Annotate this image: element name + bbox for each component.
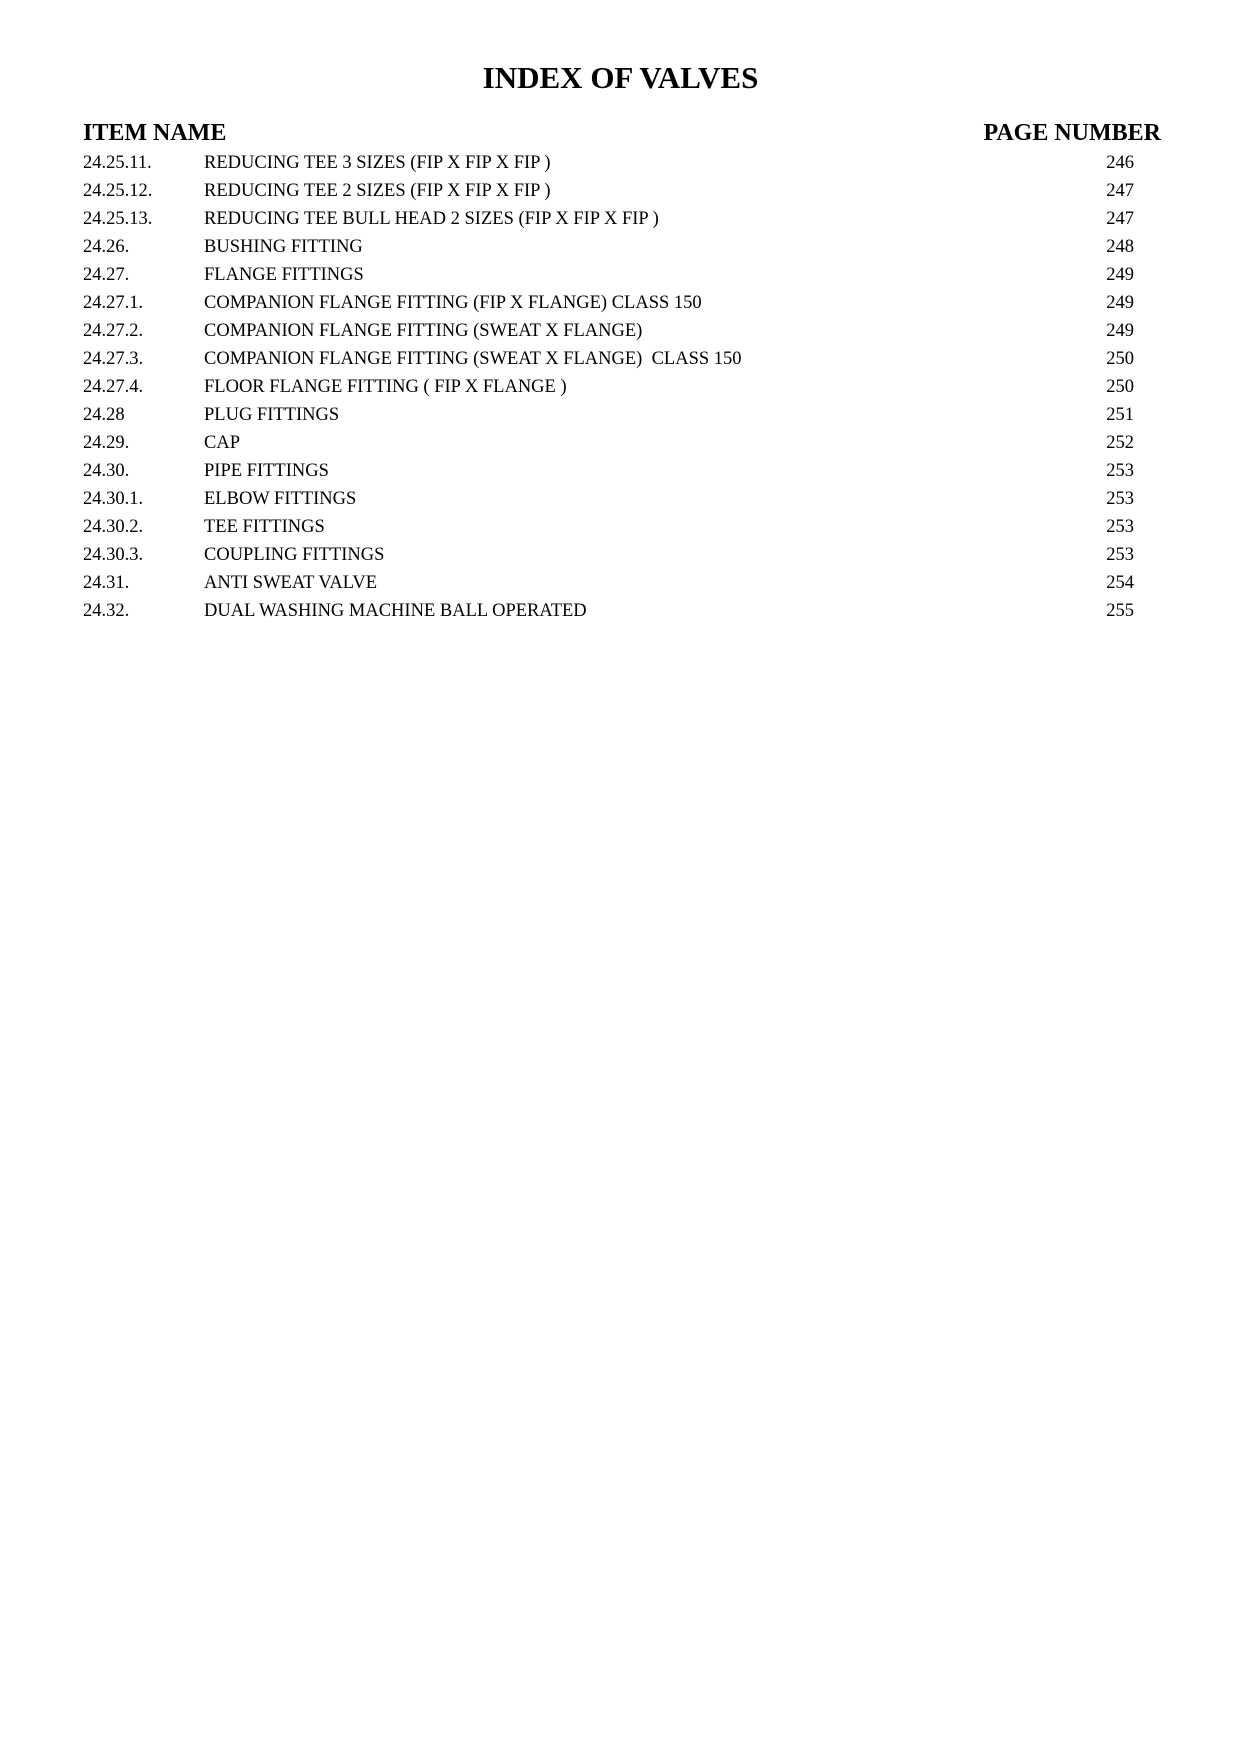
entry-number: 24.30.1. — [83, 489, 144, 509]
entry-name: FLOOR FLANGE FITTING ( FIP X FLANGE ) — [204, 377, 567, 397]
entry-name: CAP — [204, 433, 240, 453]
entry-name: DUAL WASHING MACHINE BALL OPERATED — [204, 601, 587, 621]
entry-name: FLANGE FITTINGS — [204, 265, 364, 285]
index-entry — [83, 205, 1161, 233]
entry-page: 251 — [1106, 405, 1134, 425]
entry-name: COMPANION FLANGE FITTING (SWEAT X FLANGE) — [204, 321, 643, 341]
index-entries — [83, 149, 1161, 625]
entry-number: 24.30.3. — [83, 545, 144, 565]
index-entry — [83, 317, 1161, 345]
entry-page: 247 — [1106, 209, 1134, 229]
entry-number: 24.30.2. — [83, 517, 144, 537]
entry-page: 249 — [1106, 265, 1134, 285]
index-entry — [83, 457, 1161, 485]
entry-number: 24.29. — [83, 433, 130, 453]
entry-name: REDUCING TEE 3 SIZES (FIP X FIP X FIP ) — [204, 153, 551, 173]
entry-number: 24.27.3. — [83, 349, 144, 369]
entry-number: 24.32. — [83, 601, 130, 621]
entry-name: BUSHING FITTING — [204, 237, 363, 257]
column-headers — [83, 117, 1161, 149]
index-entry — [83, 233, 1161, 261]
entry-page: 250 — [1106, 349, 1134, 369]
entry-number: 24.25.13. — [83, 209, 153, 229]
entry-name: REDUCING TEE BULL HEAD 2 SIZES (FIP X FIP X FIP ) — [204, 209, 659, 229]
entry-number: 24.25.11. — [83, 153, 152, 173]
entry-number: 24.26. — [83, 237, 130, 257]
entry-page: 254 — [1106, 573, 1134, 593]
entry-page: 253 — [1106, 545, 1134, 565]
entry-name: PIPE FITTINGS — [204, 461, 329, 481]
index-entry — [83, 149, 1161, 177]
entry-number: 24.27. — [83, 265, 130, 285]
index-entry — [83, 289, 1161, 317]
page-number-header: PAGE NUMBER — [983, 120, 1161, 146]
index-entry — [83, 345, 1161, 373]
index-entry — [83, 597, 1161, 625]
entry-name: TEE FITTINGS — [204, 517, 325, 537]
entry-page: 248 — [1106, 237, 1134, 257]
entry-number: 24.30. — [83, 461, 130, 481]
entry-number: 24.25.12. — [83, 181, 153, 201]
entry-name: ANTI SWEAT VALVE — [204, 573, 378, 593]
entry-number: 24.27.1. — [83, 293, 144, 313]
entry-page: 247 — [1106, 181, 1134, 201]
entry-name: ELBOW FITTINGS — [204, 489, 357, 509]
entry-name: COMPANION FLANGE FITTING (SWEAT X FLANGE) CLASS 150 — [204, 349, 742, 369]
entry-page: 255 — [1106, 601, 1134, 621]
index-entry — [83, 513, 1161, 541]
index-entry — [83, 429, 1161, 457]
entry-number: 24.28 — [83, 405, 125, 425]
entry-page: 253 — [1106, 517, 1134, 537]
index-entry — [83, 261, 1161, 289]
entry-page: 252 — [1106, 433, 1134, 453]
entry-name: REDUCING TEE 2 SIZES (FIP X FIP X FIP ) — [204, 181, 551, 201]
entry-number: 24.27.2. — [83, 321, 144, 341]
entry-page: 246 — [1106, 153, 1134, 173]
entry-page: 250 — [1106, 377, 1134, 397]
entry-page: 249 — [1106, 293, 1134, 313]
entry-number: 24.31. — [83, 573, 130, 593]
page-title: INDEX OF VALVES — [482, 60, 759, 95]
entry-name: PLUG FITTINGS — [204, 405, 340, 425]
index-entry — [83, 177, 1161, 205]
index-entry — [83, 401, 1161, 429]
index-entry — [83, 485, 1161, 513]
entry-name: COUPLING FITTINGS — [204, 545, 385, 565]
entry-page: 249 — [1106, 321, 1134, 341]
entry-name: COMPANION FLANGE FITTING (FIP X FLANGE) CLASS 150 — [204, 293, 702, 313]
index-entry — [83, 373, 1161, 401]
entry-page: 253 — [1106, 489, 1134, 509]
entry-page: 253 — [1106, 461, 1134, 481]
item-name-header: ITEM NAME — [83, 120, 227, 146]
index-entry — [83, 569, 1161, 597]
entry-number: 24.27.4. — [83, 377, 144, 397]
index-entry — [83, 541, 1161, 569]
